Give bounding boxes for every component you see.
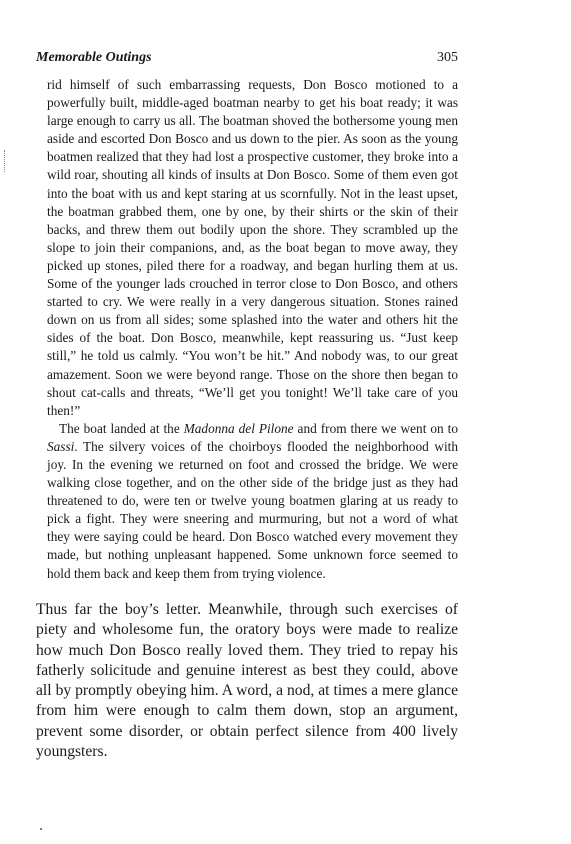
letter-paragraph-2-text-b: and from there we went on to — [293, 420, 458, 436]
letter-paragraph-2-text-c: . The silvery voices of the choirboys flooded the neighborhood with joy. In the evening we returned on foot and crossed the bridge. We were walking close together, and on the other side of the bridge just as they had threatened to do, were ten or twelve young boatmen glaring at us ready to pick a fight. They were sneering and murmuring, but not a word of what they were saying could be heard. Don Bosco watched every movement they made, but nothing unpleasant happened. Some unknown force seemed to hold them back and keep them from trying violence. — [47, 438, 458, 581]
letter-paragraph-2-text-a: The boat landed at the — [59, 420, 184, 436]
print-speck — [40, 828, 42, 830]
body-text — [36, 600, 458, 762]
margin-mark — [4, 150, 6, 172]
place-name-sassi: Sassi — [47, 438, 75, 454]
page-number: 305 — [437, 50, 458, 65]
running-header — [36, 50, 458, 70]
place-name-madonna: Madonna del Pilone — [183, 420, 294, 436]
quoted-letter — [47, 76, 458, 583]
letter-paragraph-1: rid himself of such embarrassing requests, Don Bosco motioned to a powerfully built, middle-aged boatman nearby to get his boat ready; it was large enough to carry us all. The boatman shoved the bothersome young men aside and escorted Don Bosco and us down to the pier. As soon as the young boatmen realized that they had lost a prospective customer, they broke into a wild roar, shouting all kinds of insults at Don Bosco. Some of them even got into the boat with us and kept staring at us scornfully. Not in the least upset, the boatman grabbed them, one by one, by their shirts or the skin of their backs, and threw them out bodily upon the shore. They scrambled up the slope to join their companions, and, as the boat began to move away, they picked up stones, piled there for a roadway, and began hurling them at us. Some of the younger lads crouched in terror close to Don Bosco, and others started to cry. We were really in a very dangerous situation. Stones rained down on us from all sides; some splashed into the water and others hit the sides of the boat. Don Bosco, meanwhile, kept reassuring us. “Just keep still,” he told us calmly. “You won’t be hit.” And nobody was, to our great amazement. Soon we were beyond range. Those on the shore then began to shout cat-calls and threats, “We’ll get you tonight! We’ll take care of you then!” — [47, 77, 458, 418]
chapter-title: Memorable Outings — [36, 50, 152, 65]
commentary-paragraph-1: Thus far the boy’s letter. Meanwhile, through such exercises of piety and wholesome fun, the oratory boys were made to realize how much Don Bosco really loved them. They tried to repay his fatherly solicitude and genuine interest as best they could, above all by promptly obeying him. A word, a nod, at times a mere glance from him were enough to calm them down, stop an argument, prevent some disorder, or obtain perfect silence from 400 lively youngsters. — [36, 601, 458, 761]
letter-paragraph-2 — [47, 420, 458, 583]
